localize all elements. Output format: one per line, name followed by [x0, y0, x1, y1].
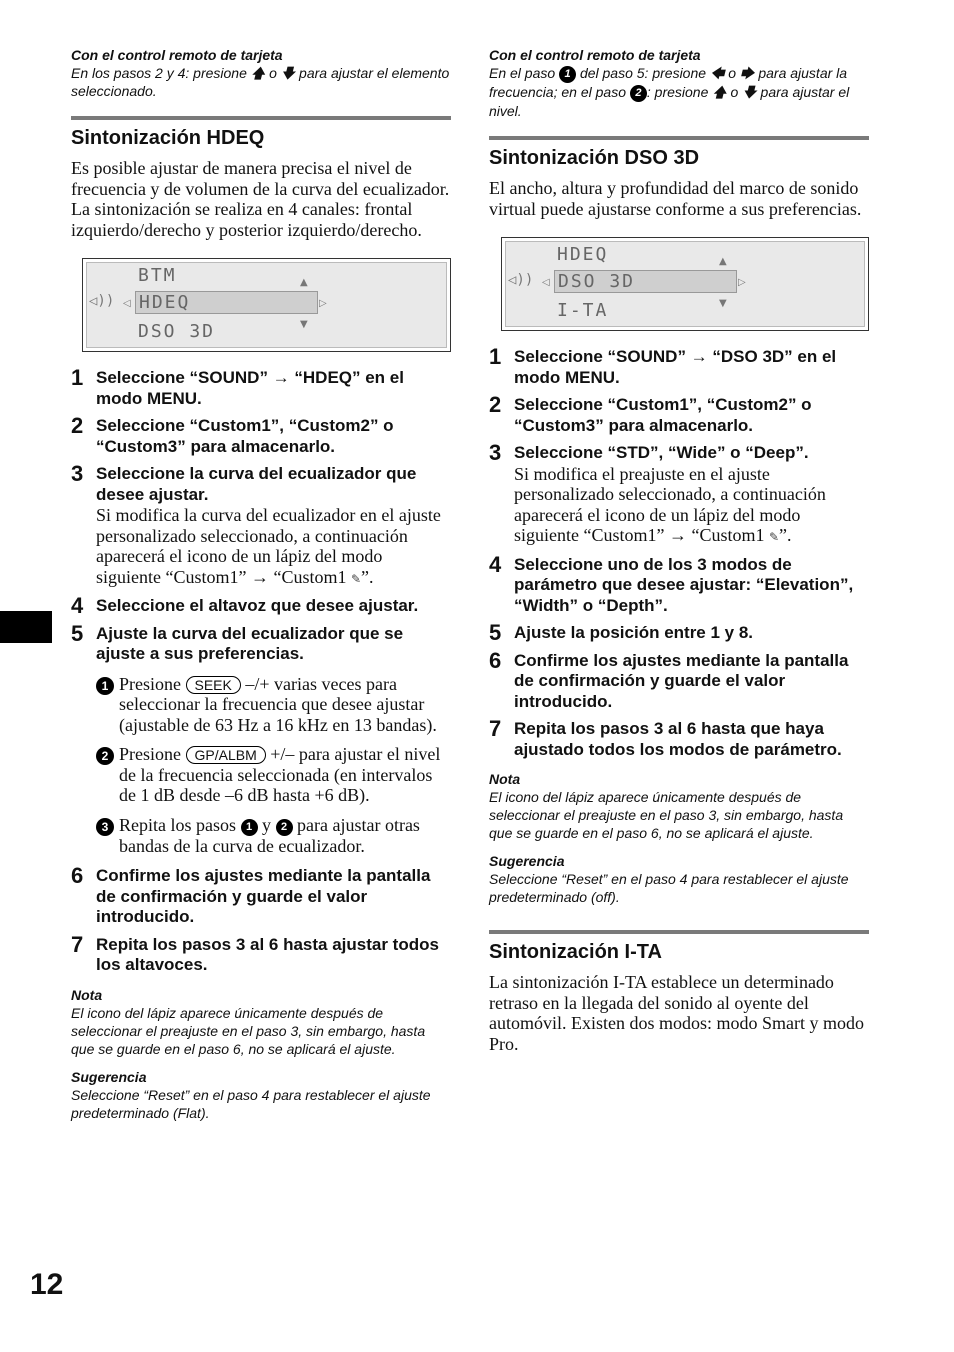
step-4: 4 Seleccione uno de los 3 modos de parámetro que desee ajustar: “Elevation”, “Width” o “Depth”. [489, 551, 854, 615]
lcd-row-selected: DSO 3D [554, 270, 737, 293]
arrow-right-icon: 🡆 [739, 65, 755, 81]
arrow-up-icon: 🡅 [250, 65, 266, 81]
arrow-left-icon: 🡄 [709, 65, 725, 81]
step-1: 1 Seleccione “SOUND” → “DSO 3D” en el modo MENU. [489, 344, 837, 387]
nota-text: El icono del lápiz aparece únicamente después de seleccionar el preajuste en el paso 3, sin embargo, hasta que se guarde en el paso 6, no se aplicará el ajuste. [489, 789, 844, 841]
lcd-row-3: DSO 3D [138, 321, 216, 342]
step-2: 2 Seleccione “Custom1”, “Custom2” o “Custom3” para almacenarlo. [489, 392, 812, 435]
remote-note-text: En los pasos 2 y 4: presione 🡅 o 🡇 para ajustar el elemento seleccionado. [71, 65, 450, 99]
chevron-left-icon: ◁ [542, 277, 550, 288]
sugerencia-text: Seleccione “Reset” en el paso 4 para restablecer el ajuste predeterminado (off). [489, 871, 849, 905]
remote-control-note [489, 46, 869, 120]
dso3d-intro: El ancho, altura y profundidad del marco de sonido virtual puede ajustarse conforme a sus preferencias. [489, 178, 862, 219]
step-1: 1 Seleccione “SOUND” → “HDEQ” en el modo MENU. [71, 365, 404, 408]
section-tab-marker [0, 611, 52, 643]
page-number: 12 [30, 1268, 64, 1301]
arrow-down-icon: 🡇 [742, 84, 757, 100]
step-2: 2 Seleccione “Custom1”, “Custom2” o “Custom3” para almacenarlo. [71, 413, 394, 456]
scroll-down-icon: ▼ [300, 319, 308, 330]
nota-block [71, 986, 451, 1058]
nota-title: Nota [489, 771, 521, 787]
step-6: 6 Confirme los ajustes mediante la pantalla de confirmación y guarde el valor introducido. [489, 647, 849, 711]
step-7: 7 Repita los pasos 3 al 6 hasta que haya ajustado todos los modos de parámetro. [489, 716, 842, 759]
chevron-left-icon: ◁ [123, 298, 131, 309]
scroll-up-icon: ▲ [300, 277, 308, 288]
substep-3: 3 Repita los pasos 1 y 2 para ajustar otras bandas de la curva de ecualizador. [71, 815, 451, 857]
arrow-up-icon: 🡅 [712, 84, 727, 100]
step-5: 5 Ajuste la curva del ecualizador que se ajuste a sus preferencias. [71, 620, 404, 663]
step-3: 3 Seleccione “STD”, “Wide” o “Deep”. Si modifica el preajuste en el ajuste personalizado seleccionado, a continuación aparecerá el icono de un lápiz del modo siguiente “Custom1” → “Custom1 ✎”. [489, 443, 869, 548]
step-7: 7 Repita los pasos 3 al 6 hasta ajustar todos los altavoces. [71, 931, 439, 974]
lcd-row-3: I-TA [557, 300, 609, 321]
right-column [489, 46, 869, 1054]
sugerencia-block [489, 852, 869, 906]
pencil-icon: ✎ [350, 571, 362, 586]
gp-albm-button-label: GP/ALBM [186, 746, 266, 764]
section-title-dso3d: Sintonización DSO 3D [489, 147, 700, 169]
remote-control-note [71, 46, 451, 100]
nota-text: El icono del lápiz aparece únicamente después de seleccionar el preajuste en el paso 3, sin embargo, hasta que se guarde en el paso 6, no se aplicará el ajuste. [71, 1004, 426, 1057]
chevron-right-icon: ▷ [738, 277, 746, 288]
ita-intro: La sintonización I-TA establece un determinado retraso en la llegada del sonido al oyente del automóvil. Existen dos modos: modo Smart y modo Pro. [489, 972, 864, 1054]
remote-note-text: En el paso 1 del paso 5: presione 🡄 o 🡆 para ajustar la frecuencia; en el paso 2 : presione 🡅 o 🡇 para ajustar el nivel. [489, 65, 850, 119]
section-rule [489, 136, 869, 140]
section-rule [71, 116, 451, 120]
seek-button-label: SEEK [186, 676, 241, 694]
left-column [71, 46, 451, 1122]
lcd-row-selected: HDEQ [135, 291, 318, 314]
sugerencia-text: Seleccione “Reset” en el paso 4 para restablecer el ajuste predeterminado (Flat). [71, 1086, 431, 1121]
remote-note-title: Con el control remoto de tarjeta [489, 47, 701, 63]
speaker-icon: ◁)) [508, 272, 534, 288]
chevron-right-icon: ▷ [319, 298, 327, 309]
substep-2: 2 Presione GP/ALBM +/– para ajustar el nivel de la frecuencia seleccionada (en intervalos de 1 dB desde –6 dB hasta +6 dB). [71, 744, 451, 806]
scroll-up-icon: ▲ [719, 256, 727, 267]
pencil-icon: ✎ [768, 530, 780, 544]
scroll-down-icon: ▼ [719, 298, 727, 309]
speaker-icon: ◁)) [89, 293, 115, 309]
sugerencia-title: Sugerencia [71, 1068, 147, 1085]
lcd-row-1: HDEQ [557, 244, 609, 265]
substep-1: 1 Presione SEEK –/+ varias veces para seleccionar la frecuencia que desee ajustar (ajustable de 63 Hz a 16 kHz en 13 bandas). [71, 674, 451, 736]
step-3: 3 Seleccione la curva del ecualizador que desee ajustar. Si modifica la curva del ecualizador en el ajuste personalizado seleccionado, a continuación aparecerá el icono de un lápiz del modo siguiente “Custom1” → “Custom1 ✎”. [71, 464, 451, 589]
nota-title: Nota [71, 986, 103, 1003]
lcd-row-1: BTM [138, 265, 177, 286]
arrow-down-icon: 🡇 [280, 65, 296, 81]
sugerencia-title: Sugerencia [489, 853, 565, 869]
step-5: 5 Ajuste la posición entre 1 y 8. [489, 620, 754, 645]
section-title-hdeq: Sintonización HDEQ [71, 127, 265, 149]
lcd-display-hdeq [82, 258, 451, 352]
section-rule [489, 930, 869, 934]
step-6: 6 Confirme los ajustes mediante la pantalla de confirmación y guarde el valor introducido. [71, 863, 431, 926]
remote-note-title: Con el control remoto de tarjeta [71, 47, 283, 63]
section-title-ita: Sintonización I-TA [489, 941, 662, 963]
sugerencia-block [71, 1068, 451, 1122]
nota-block [489, 770, 869, 842]
lcd-display-dso3d [501, 237, 869, 331]
hdeq-intro: Es posible ajustar de manera precisa el nivel de frecuencia y de volumen de la curva del ecualizador. La sintonización se realiza en 4 canales: frontal izquierdo/derecho y posterior izquierdo/derecho. [71, 158, 450, 240]
step-4: 4 Seleccione el altavoz que desee ajustar. [71, 593, 419, 618]
